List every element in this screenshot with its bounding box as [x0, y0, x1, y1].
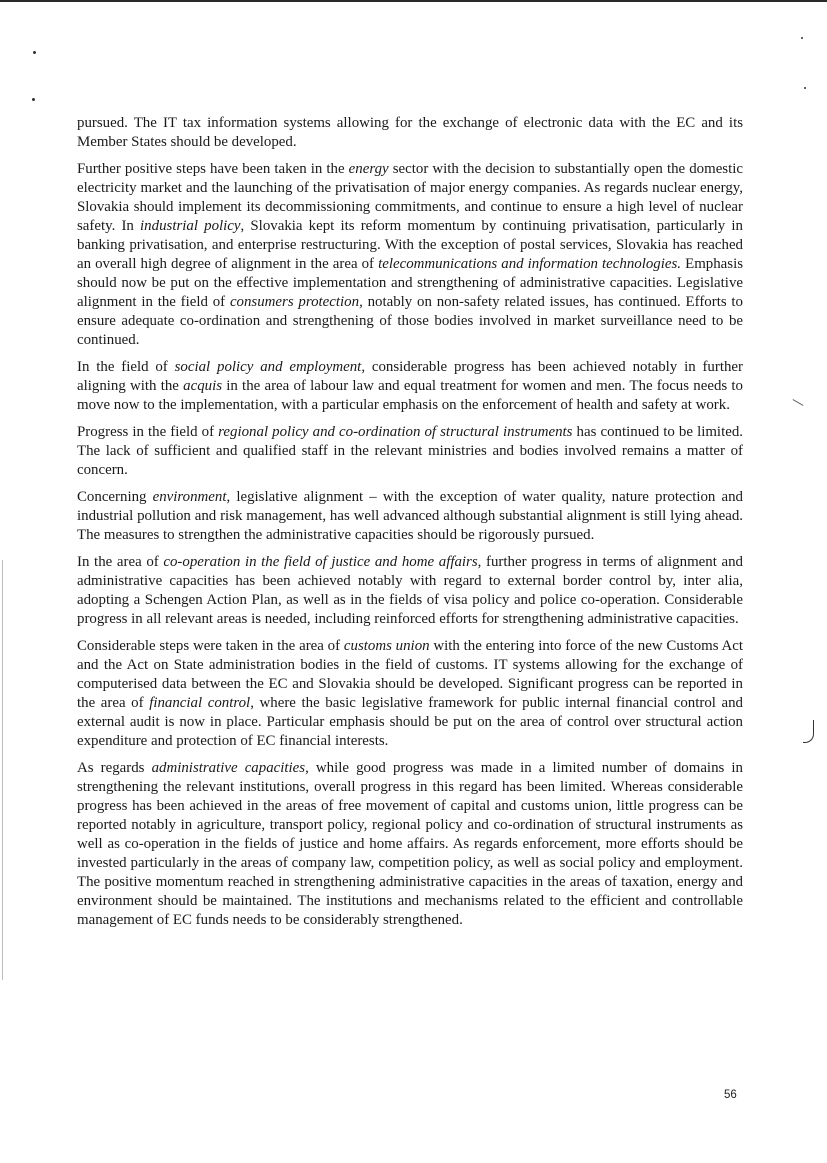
emphasized-term: customs union [343, 638, 430, 654]
scan-speck [804, 87, 806, 89]
page-number: 56 [724, 1089, 737, 1101]
body-paragraph [77, 358, 743, 415]
body-paragraph [77, 114, 743, 152]
paragraph-text: , Slovakia kept its reform momentum by continuing privatisation, particularly in banking privatisation, and enterprise restructuring. With the exception of postal services, Slovakia has reached an overall high degree of alignment in the area of [77, 218, 743, 272]
paragraph-text: Emphasis should now be put on the effective implementation and strengthening of administrative capacities. Legislative alignment in the field of [77, 256, 743, 310]
paragraph-text: sector with the decision to substantially open the domestic electricity market and the launching of the privatisation of major energy companies. As regards nuclear energy, Slovakia should implement its decommissioning commitments, and continue to ensure a high level of nuclear safety. In [77, 161, 743, 234]
document-body [77, 114, 743, 938]
paragraph-text: , while good progress was made in a limited number of domains in strengthening the relevant institutions, overall progress in this regard has been limited. Whereas considerable progress has been achieved in the areas of free movement of capital and customs union, little progress can be reported notably in agriculture, transport policy, regional policy and co-ordination of structural instruments as well as co-operation in the fields of justice and home affairs. As regards enforcement, more efforts should be invested particularly in the areas of company law, competition policy, as well as social policy and employment. The positive momentum reached in strengthening administrative capacities in the areas of taxation, energy and environment should be maintained. The institutions and mechanisms related to the efficient and controllable management of EC funds needs to be considerably strengthened. [77, 760, 743, 928]
paragraph-text: Progress in the field of [77, 424, 219, 440]
emphasized-term: co-operation in the field of justice and home affairs [163, 554, 478, 570]
paragraph-text: notably on non-safety related issues, has continued. Efforts to ensure adequate co-ordination and strengthening of those bodies involved in market surveillance need to be continued. [77, 294, 743, 348]
emphasized-term: social policy and employment [174, 359, 362, 375]
paragraph-list [77, 114, 743, 930]
body-paragraph [77, 488, 743, 545]
scan-speck [32, 98, 35, 101]
margin-tick-mark [793, 399, 804, 406]
emphasized-term: consumers protection, [229, 294, 363, 310]
paragraph-text: Considerable steps were taken in the area of [77, 638, 344, 654]
paragraph-text: in the area of labour law and equal treatment for women and men. The focus needs to move now to the implementation, with a particular emphasis on the enforcement of health and safety at work. [77, 378, 743, 413]
body-paragraph [77, 553, 743, 629]
scan-speck [33, 51, 36, 54]
paragraph-text: Further positive steps have been taken in the [77, 161, 349, 177]
scan-speck [801, 37, 803, 39]
paragraph-text: pursued. The IT tax information systems allowing for the exchange of electronic data with the EC and its Member States should be developed. [77, 115, 743, 150]
body-paragraph [77, 160, 743, 350]
paragraph-text: , considerable progress has been achieved notably in further aligning with the [77, 359, 743, 394]
paragraph-text: In the area of [77, 554, 164, 570]
paragraph-text: has continued to be limited. The lack of sufficient and qualified staff in the relevant ministries and bodies involved remains a matter of concern. [77, 424, 743, 478]
emphasized-term: financial control [149, 695, 251, 711]
paragraph-text: , further progress in terms of alignment and administrative capacities has been achieved notably with regard to external border control by, inter alia, adopting a Schengen Action Plan, as well as in the fields of visa policy and police co-operation. Considerable progress in all relevant areas is needed, including reinforced efforts for strengthening administrative capacities. [77, 554, 743, 627]
body-paragraph [77, 423, 743, 480]
emphasized-term: industrial policy [140, 218, 241, 234]
paragraph-text: , legislative alignment – with the exception of water quality, nature protection and industrial pollution and risk management, has well advanced although substantial alignment is still lying ahead. The measures to strengthen the administrative capacities should be rigorously pursued. [77, 489, 743, 543]
emphasized-term: acquis [183, 378, 223, 394]
paragraph-text: In the field of [77, 359, 175, 375]
margin-bracket-mark [803, 720, 814, 743]
paragraph-text: Concerning [77, 489, 153, 505]
paragraph-text: with the entering into force of the new Customs Act and the Act on State administration bodies in the field of customs. IT systems allowing for the exchange of computerised data between the EC and Slovakia should be developed. Significant progress can be reported in the area of [77, 638, 743, 711]
paragraph-text: , where the basic legislative framework for public internal financial control and external audit is now in place. Particular emphasis should be put on the area of control over structural action expenditure and protection of EC financial interests. [77, 695, 743, 749]
emphasized-term: energy [348, 161, 389, 177]
emphasized-term: environment [152, 489, 227, 505]
paragraph-text: As regards [77, 760, 152, 776]
emphasized-term: regional policy and co-ordination of structural instruments [218, 424, 573, 440]
emphasized-term: administrative capacities [151, 760, 306, 776]
emphasized-term: telecommunications and information technologies. [378, 256, 682, 272]
scan-edge-line [2, 560, 3, 980]
body-paragraph [77, 759, 743, 930]
body-paragraph [77, 637, 743, 751]
page-top-border [0, 0, 827, 2]
